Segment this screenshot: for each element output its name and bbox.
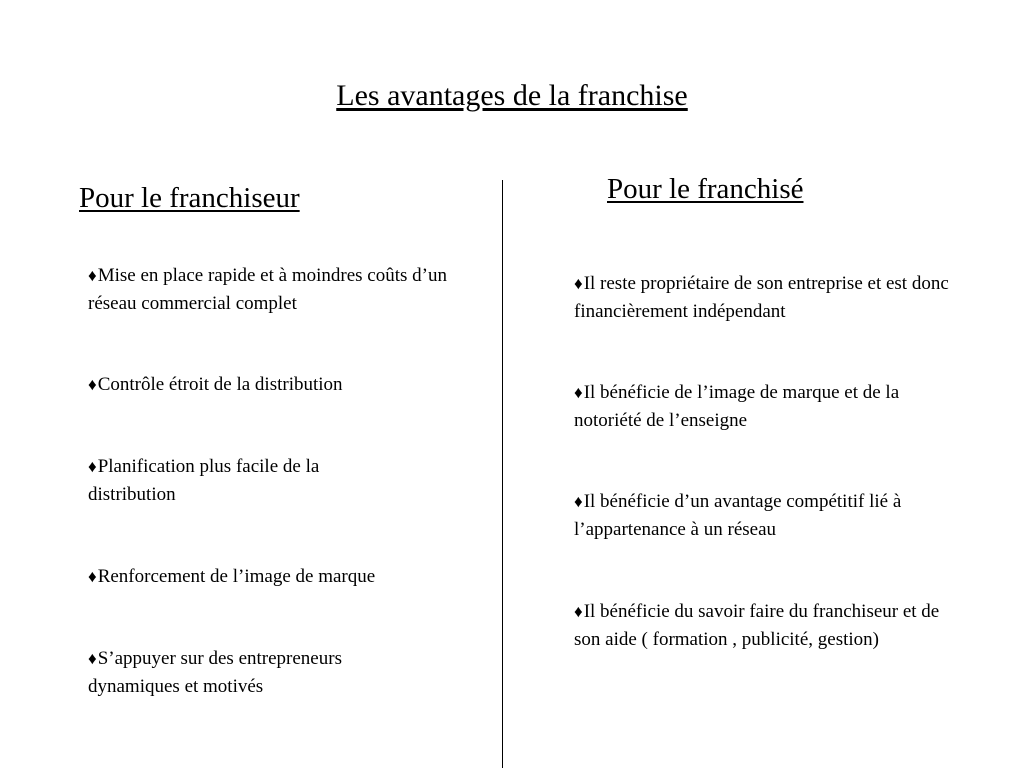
diamond-bullet-icon: ♦ xyxy=(574,383,583,402)
diamond-bullet-icon: ♦ xyxy=(88,375,97,394)
list-item-text: Renforcement de l’image de marque xyxy=(97,566,376,587)
list-item xyxy=(574,488,954,544)
column-divider xyxy=(502,180,503,768)
diamond-bullet-icon: ♦ xyxy=(88,457,97,476)
list-item-text: Mise en place rapide et à moindres coûts d’un réseau commercial complet xyxy=(88,265,447,314)
list-item xyxy=(574,270,994,326)
list-item-text: Il bénéficie de l’image de marque et de la notoriété de l’enseigne xyxy=(574,382,900,431)
diamond-bullet-icon: ♦ xyxy=(574,602,583,621)
diamond-bullet-icon: ♦ xyxy=(88,567,97,586)
list-item xyxy=(88,563,488,591)
list-item-text: Il reste propriétaire de son entreprise et est donc financièrement indépendant xyxy=(574,273,949,322)
heading-franchise: Pour le franchisé xyxy=(607,173,804,205)
list-item xyxy=(574,379,954,435)
diamond-bullet-icon: ♦ xyxy=(574,492,583,511)
list-item-text: Il bénéficie du savoir faire du franchiseur et de son aide ( formation , publicité, gestion) xyxy=(574,601,940,650)
list-item xyxy=(88,453,408,509)
list-item-text: Planification plus facile de la distribution xyxy=(88,456,320,505)
slide-title: Les avantages de la franchise xyxy=(336,79,688,112)
diamond-bullet-icon: ♦ xyxy=(88,649,97,668)
list-item xyxy=(88,371,488,399)
list-item xyxy=(574,598,954,654)
list-item-text: Contrôle étroit de la distribution xyxy=(97,374,343,395)
list-item xyxy=(88,645,418,701)
list-item-text: Il bénéficie d’un avantage compétitif lié à l’appartenance à un réseau xyxy=(574,491,902,540)
diamond-bullet-icon: ♦ xyxy=(88,266,97,285)
heading-franchiseur: Pour le franchiseur xyxy=(79,182,300,214)
diamond-bullet-icon: ♦ xyxy=(574,274,583,293)
list-item xyxy=(88,262,488,318)
list-item-text: S’appuyer sur des entrepreneurs dynamiques et motivés xyxy=(88,648,342,697)
